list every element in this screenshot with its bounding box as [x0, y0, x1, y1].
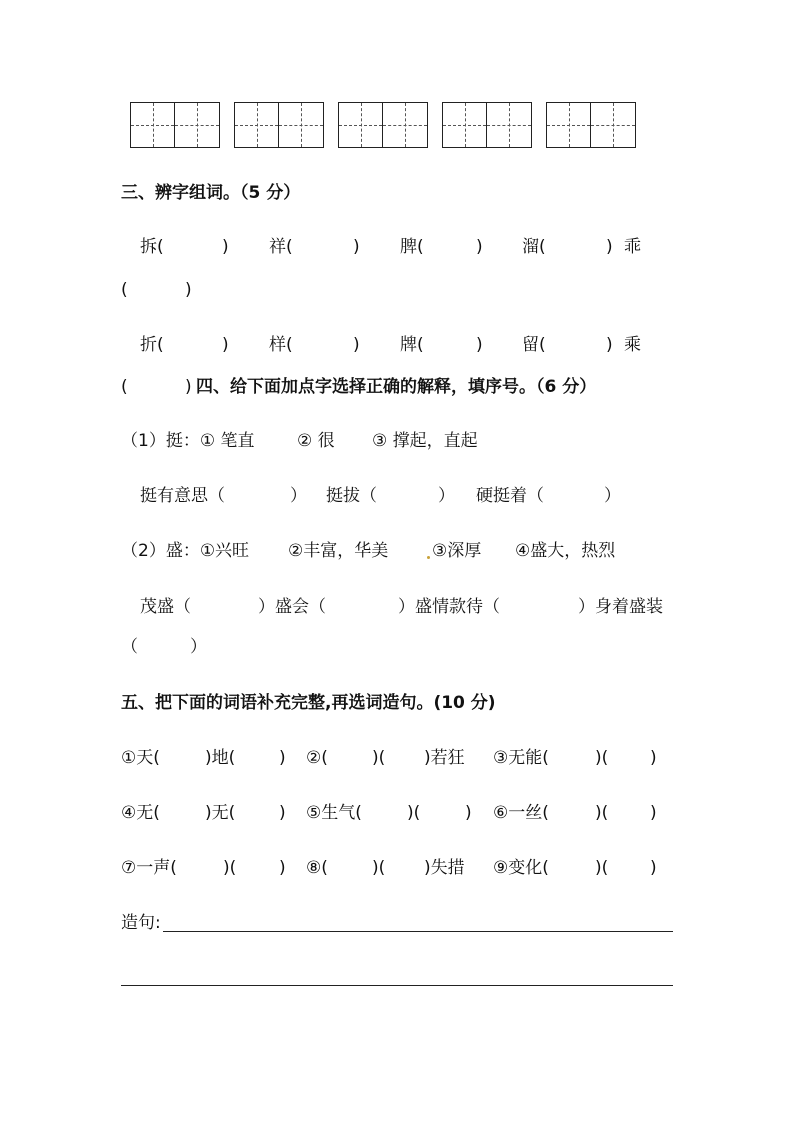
- idiom-part: ⑦一声(: [121, 858, 177, 878]
- answer-blank-close[interactable]: ): [222, 237, 229, 257]
- character-grid-box[interactable]: [338, 102, 428, 148]
- idiom-part: ⑥一丝(: [493, 803, 549, 823]
- answer-blank-close[interactable]: ）: [190, 637, 207, 657]
- q1-word: 挺拔（: [326, 486, 377, 506]
- idiom-part: )若狂: [424, 748, 465, 768]
- word-pair-char: 祥(: [269, 237, 293, 257]
- sentence-writing-line[interactable]: [121, 985, 673, 986]
- section5-title: 五、把下面的词语补充完整,再选词造句。(10 分): [121, 693, 496, 713]
- grid-cell: [131, 103, 175, 147]
- q2-word: ）身着盛装: [578, 597, 663, 617]
- answer-blank-close[interactable]: ): [185, 377, 192, 397]
- answer-blank-close[interactable]: ）: [438, 486, 455, 506]
- grid-cell: [235, 103, 279, 147]
- idiom-part: ④无(: [121, 803, 160, 823]
- answer-blank-close[interactable]: ）: [290, 486, 307, 506]
- idiom-part: )地(: [205, 748, 236, 768]
- idiom-part: )无(: [205, 803, 236, 823]
- section3-title: 三、辨字组词。（5 分）: [121, 183, 301, 203]
- q1-option-2: ② 很: [297, 431, 335, 451]
- idiom-part: )(: [595, 748, 609, 768]
- grid-cell: [547, 103, 591, 147]
- character-grid-box[interactable]: [442, 102, 532, 148]
- answer-blank-close[interactable]: ): [185, 280, 192, 300]
- sentence-label: 造句:: [121, 913, 161, 933]
- grid-cell: [175, 103, 219, 147]
- idiom-part: )(: [595, 803, 609, 823]
- grid-cell: [279, 103, 323, 147]
- grid-cell: [487, 103, 531, 147]
- idiom-part: )(: [595, 858, 609, 878]
- word-pair-char: 乖: [624, 237, 641, 257]
- idiom-part: ①天(: [121, 748, 160, 768]
- answer-blank-open[interactable]: (: [121, 280, 128, 300]
- q1-word: 硬挺着（: [476, 486, 544, 506]
- q2-word: 茂盛（: [140, 597, 191, 617]
- word-pair-char: 脾(: [400, 237, 424, 257]
- answer-blank-close[interactable]: ): [279, 858, 286, 878]
- answer-blank-close[interactable]: ): [650, 803, 657, 823]
- word-pair-char: 折(: [140, 335, 164, 355]
- q2-option-1: （2）盛：①兴旺: [121, 541, 250, 561]
- idiom-part: )(: [223, 858, 237, 878]
- idiom-part: ⑧(: [306, 858, 328, 878]
- grid-cell: [383, 103, 427, 147]
- answer-blank-close[interactable]: ): [353, 335, 360, 355]
- idiom-part: ③无能(: [493, 748, 549, 768]
- idiom-part: ⑤生气(: [306, 803, 362, 823]
- word-pair-char: 乘: [624, 335, 641, 355]
- answer-blank-close[interactable]: ): [353, 237, 360, 257]
- grid-cell: [339, 103, 383, 147]
- answer-blank-open[interactable]: （: [121, 637, 138, 657]
- idiom-part: ②(: [306, 748, 328, 768]
- character-grid-box[interactable]: [546, 102, 636, 148]
- answer-blank-close[interactable]: ): [650, 748, 657, 768]
- word-pair-char: 溜(: [522, 237, 546, 257]
- idiom-part: )(: [407, 803, 421, 823]
- section4-title: 四、给下面加点字选择正确的解释，填序号。（6 分）: [196, 377, 597, 397]
- q2-word: ）盛情款待（: [398, 597, 500, 617]
- idiom-part: )失措: [424, 858, 465, 878]
- character-grid-box[interactable]: [130, 102, 220, 148]
- answer-blank-close[interactable]: ): [465, 803, 472, 823]
- q2-option-3: ③深厚: [432, 541, 482, 561]
- answer-blank-close[interactable]: ): [279, 748, 286, 768]
- answer-blank-close[interactable]: ): [476, 237, 483, 257]
- grid-cell: [591, 103, 635, 147]
- q2-option-4: ④盛大，热烈: [515, 541, 616, 561]
- answer-blank-close[interactable]: ): [279, 803, 286, 823]
- idiom-part: )(: [372, 748, 386, 768]
- answer-blank-open[interactable]: (: [121, 377, 128, 397]
- character-grid-box[interactable]: [234, 102, 324, 148]
- word-pair-char: 拆(: [140, 237, 164, 257]
- q1-word: 挺有意思（: [140, 486, 225, 506]
- answer-blank-close[interactable]: ）: [604, 486, 621, 506]
- idiom-part: ⑨变化(: [493, 858, 549, 878]
- dot-mark: [427, 556, 430, 559]
- word-pair-char: 样(: [269, 335, 293, 355]
- sentence-writing-line[interactable]: [163, 931, 673, 932]
- q1-option-1: （1）挺：① 笔直: [121, 431, 255, 451]
- q1-option-3: ③ 撑起，直起: [372, 431, 478, 451]
- grid-cell: [443, 103, 487, 147]
- idiom-part: )(: [372, 858, 386, 878]
- q2-option-2: ②丰富，华美: [288, 541, 389, 561]
- answer-blank-close[interactable]: ): [606, 237, 613, 257]
- word-pair-char: 牌(: [400, 335, 424, 355]
- answer-blank-close[interactable]: ): [606, 335, 613, 355]
- answer-blank-close[interactable]: ): [650, 858, 657, 878]
- word-pair-char: 留(: [522, 335, 546, 355]
- answer-blank-close[interactable]: ): [222, 335, 229, 355]
- q2-word: ）盛会（: [258, 597, 326, 617]
- answer-blank-close[interactable]: ): [476, 335, 483, 355]
